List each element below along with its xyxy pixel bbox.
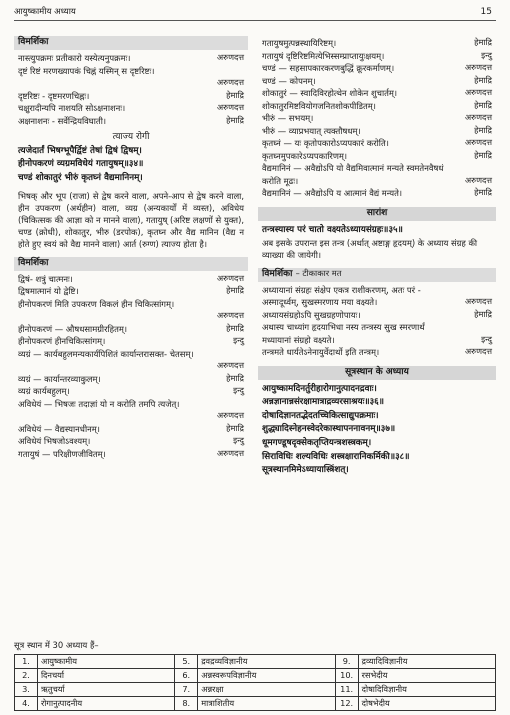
commentary-text: व्यग्रं — कार्यान्तरव्याकुलम्।	[18, 373, 101, 384]
commentary-row	[258, 88, 496, 101]
commentator-name: हेमाद्रि	[226, 89, 244, 100]
commentator-name: हेमाद्रि	[474, 149, 492, 160]
chapter-number: 8.	[175, 697, 198, 711]
chapter-name: द्रवद्रव्यविज्ञानीय	[198, 655, 335, 669]
commentary-text: व्यग्रं कार्यबहुलम्।	[18, 386, 70, 397]
commentary-text: द्विषं- शत्रुं चात्मनः।	[18, 273, 73, 284]
commentator-name: अरुणदत्त	[216, 410, 244, 421]
commentary-row	[14, 299, 248, 312]
commentary-text: अक्षनाशनः - सर्वेन्द्रियविघाती।	[18, 115, 107, 126]
commentator-name: इन्दु	[233, 335, 244, 346]
commentator-name	[244, 349, 248, 362]
commentator-name: हेमाद्रि	[226, 422, 244, 433]
commentary-text: गतायुषं दृष्टिरिष्टमित्येभिस्सम्प्राप्तायुःक्षयम्।	[262, 50, 385, 61]
commentary-row	[14, 399, 248, 412]
commentary-row	[14, 103, 248, 116]
commentary-row	[258, 76, 496, 89]
page-header	[14, 7, 492, 19]
section-heading: विमर्शिका	[14, 36, 248, 50]
commentary-text: गतायुषमुत्पन्नस्थायिरिष्टम्।	[262, 38, 337, 48]
hindi-explanation: भिषक् और भूप (राजा) से द्वेष करने वाला, अपने-आप से द्वेष करने वाला, हीन उपकरण (अर्थहीन) वाला, व्यग्र (अन्यकार्यों में व्यस्त), अविधेय (चिकित्सक की आज्ञा को न मानने वाला), गतायुष् (अरिष्ट लक्षणों से युक्त), चण्ड (क्रोधी), शोकातुर, भीरु (डरपोक), कृतघ्न और वैद्य मानिन (वैद्य न होते हुए स्वयं को वैद्य मानने वाला) आर्त (रुग्ण) त्याज्य होता है।	[18, 190, 244, 250]
commentary-row	[14, 116, 248, 129]
commentary-text: अध्यायसंग्रहोऽपि सुखग्रहणोपायः।	[262, 309, 361, 320]
chapter-number: 10.	[335, 669, 358, 683]
commentary-row	[258, 176, 496, 189]
chapter-name: रसभेदीय	[358, 669, 495, 683]
commentary-row	[14, 349, 248, 362]
commentator-name: हेमाद्रि	[226, 322, 244, 333]
commentary-row	[14, 53, 248, 66]
chapter-name: ऋतुचर्या	[37, 683, 174, 697]
commentary-text: कृतघ्नमुपकारेऽप्यपकारिणम्।	[262, 150, 348, 161]
table-row	[15, 655, 496, 669]
commentator-name: हेमाद्रि	[474, 124, 492, 135]
commentary-list	[14, 274, 248, 462]
commentator-name: अरुणदत्त	[216, 77, 244, 87]
commentary-text: वैद्यमानिनं — अवैद्योऽपि य आत्मानं वैद्यं मन्यते।	[262, 188, 403, 198]
chapter-name: द्रव्यादिविज्ञानीय	[358, 655, 495, 669]
commentator-name: अरुणदत्त	[216, 272, 244, 283]
commentary-text: हीनोपकरणं हीनचिकित्सांगम्।	[18, 336, 106, 347]
commentary-text: हीनोपकरणं — औषधसामग्रीरहितम्।	[18, 323, 128, 334]
commentary-list	[258, 38, 496, 201]
commentary-row	[14, 336, 248, 349]
table-row	[15, 669, 496, 683]
commentator-name: अरुणदत्त	[216, 360, 244, 371]
commentator-name: हेमाद्रि	[226, 372, 244, 383]
commentary-row	[258, 310, 496, 323]
verse-line: सिराविधिः शल्यविधिः शस्त्रक्षारानिकर्मिकी॥३८॥	[262, 451, 410, 462]
chapter-number: 2.	[15, 669, 38, 683]
chapter-number: 3.	[15, 683, 38, 697]
commentary-list	[258, 285, 496, 360]
page-number: 15	[480, 7, 492, 17]
chapter-name: अन्नस्वरूपविज्ञानीय	[198, 669, 335, 683]
chapter-name: दोषादिविज्ञानीय	[358, 683, 495, 697]
section-heading	[258, 268, 496, 282]
commentator-name: अरुणदत्त	[216, 102, 244, 112]
commentator-name: अरुणदत्त	[464, 87, 492, 97]
commentary-text: भीरुं — व्याप्रभयात् त्यक्तौषधम्।	[262, 125, 361, 136]
chapter-number: 7.	[175, 683, 198, 697]
table-row	[15, 683, 496, 697]
commentator-name: अरुणदत्त	[464, 137, 492, 147]
commentary-row	[258, 151, 496, 164]
table-row	[15, 697, 496, 711]
verse-line: चण्डं शोकातुरं भीरुं कृतघ्नं वैद्यमानिनम्।	[18, 173, 143, 184]
commentary-text: नास्त्युपक्रमः प्रतीकारो यस्येत्यनुपक्रमः।	[18, 53, 131, 63]
commentary-row	[258, 297, 496, 310]
commentary-row	[14, 78, 248, 91]
commentator-name: हेमाद्रि	[226, 114, 244, 125]
chapter-name: अन्नरक्षा	[198, 683, 335, 697]
commentary-row	[258, 138, 496, 151]
commentary-row	[258, 285, 496, 298]
chapter-name: दोषभेदीय	[358, 697, 495, 711]
chapters-intro: सूत्र स्थान में 30 अध्याय हैं–	[14, 640, 99, 650]
section-heading-title: विमर्शिका	[262, 268, 293, 279]
commentary-text: दृष्टं रिष्टं मरणख्यापकं चिह्नं यस्मिन् स दृष्टरिष्टः।	[18, 65, 155, 76]
commentary-text: गतायुषं — परिक्षीणजीवितम्।	[18, 448, 106, 459]
commentary-row	[14, 449, 248, 462]
commentary-text: शोकातुरमिष्टवियोगजनितशोकपीडितम्।	[262, 100, 376, 111]
chapter-number: 11.	[335, 683, 358, 697]
commentator-name	[244, 399, 248, 412]
commentary-text: कृतघ्नं — यः कृतोपकारोऽप्यपकारं करोति।	[262, 138, 389, 148]
chapter-name: रोगानुत्पादनीय	[37, 697, 174, 711]
commentator-name	[492, 285, 496, 298]
commentary-text: अथास्य चाध्यांग हृदयाभिधा नस्य तन्त्रस्य सुख स्मरणार्थं	[262, 322, 425, 332]
commentator-name: अरुणदत्त	[464, 112, 492, 122]
commentator-name: इन्दु	[233, 435, 244, 446]
commentator-name: इन्दु	[233, 385, 244, 396]
commentary-row	[258, 126, 496, 139]
commentary-text: चण्डं — कोपनम्।	[262, 75, 316, 86]
commentary-row	[14, 386, 248, 399]
commentary-row	[258, 347, 496, 360]
commentary-row	[258, 188, 496, 201]
commentator-name: अरुणदत्त	[464, 296, 492, 306]
section-heading: सारांश	[258, 207, 496, 221]
commentary-row	[14, 436, 248, 449]
commentary-row	[14, 91, 248, 104]
chapter-name: मात्राशितीय	[198, 697, 335, 711]
commentary-text: अस्मादूर्ध्वम्, सुखस्मरणाय मया वक्ष्यते।	[262, 297, 378, 307]
commentator-name: हेमाद्रि	[474, 99, 492, 110]
commentary-row	[14, 324, 248, 337]
commentator-name: अरुणदत्त	[216, 447, 244, 458]
chapter-number: 6.	[175, 669, 198, 683]
chapter-name: आयुष्कामीय	[37, 655, 174, 669]
section-heading: विमर्शिका	[14, 257, 248, 271]
commentary-row	[14, 411, 248, 424]
chapter-number: 1.	[15, 655, 38, 669]
commentator-name: अरुणदत्त	[216, 52, 244, 62]
commentary-text: दृष्टरिष्टः - दृष्टमरणचिह्नः।	[18, 90, 90, 101]
commentary-list	[14, 53, 248, 128]
chapter-number: 5.	[175, 655, 198, 669]
commentary-text: भीरुं — सभयम्।	[262, 113, 314, 123]
verse-line: शुद्ध्यादिस्नेहनस्वेदरेकास्थापननावनम्॥३७॥	[262, 424, 396, 435]
commentator-name: हेमाद्रि	[474, 308, 492, 319]
commentary-row	[14, 374, 248, 387]
commentary-row	[258, 163, 496, 176]
verse-line: धूमगण्डूषदृक्सेकतृप्तियन्त्रशस्त्रकम्।	[262, 438, 372, 448]
commentary-row	[258, 101, 496, 114]
commentary-text: मध्यायानां संग्रहो वक्ष्यते।	[262, 334, 335, 345]
commentary-row	[258, 38, 496, 51]
commentary-row	[258, 51, 496, 64]
commentator-name	[492, 163, 496, 176]
running-title: आयुष्कामीय अध्याय	[14, 7, 76, 17]
commentary-row	[258, 322, 496, 335]
commentator-name: अरुणदत्त	[216, 310, 244, 321]
commentator-name	[244, 66, 248, 79]
verse-line: हीनोपकरणं व्यग्रमविधेयं गतायुषम्॥३४॥	[18, 159, 144, 170]
commentator-name: इन्दु	[481, 333, 492, 344]
commentary-text: हीनोपकरणं मिति उपकरण विकलं हीन चिकित्सांगम्।	[18, 298, 175, 309]
commentator-name: अरुणदत्त	[464, 174, 492, 185]
commentary-row	[14, 286, 248, 299]
header-rule	[14, 20, 496, 21]
commentary-text: अविधेयं भिषजोऽवश्यम्।	[18, 436, 91, 447]
chapter-name: दिनचर्या	[37, 669, 174, 683]
subheading: त्याज्य रोगी	[112, 132, 150, 142]
commentary-text: अध्यायानां संग्रहः संक्षेप एकत्र राशीकरणम्, अतः परं -	[262, 284, 421, 295]
commentary-row	[14, 66, 248, 79]
chapters-table	[14, 654, 496, 711]
verse-line: अन्नज्ञानान्नसंरक्षामात्राद्रव्यरसाश्रयः॥३६॥	[262, 397, 385, 408]
section-heading: सूत्रस्थान के अध्याय	[258, 366, 496, 380]
section-heading-subtitle: – टीकाकार मत	[295, 267, 342, 278]
verse-block	[258, 383, 496, 478]
commentary-row	[14, 361, 248, 374]
commentary-row	[14, 424, 248, 437]
commentator-name	[244, 299, 248, 312]
commentator-name: हेमाद्रि	[226, 285, 244, 296]
right-column	[258, 38, 496, 478]
commentary-row	[14, 274, 248, 287]
commentary-text: चण्डं — सहसापकारकरणबुद्धिं क्रूरकर्माणम्।	[262, 63, 395, 73]
chapter-number: 12.	[335, 697, 358, 711]
commentator-name: अरुणदत्त	[464, 346, 492, 356]
verse-line: आयुष्कामदिनर्तुरीहारोगानुत्पादनद्रवाः।	[262, 383, 377, 394]
commentary-text: अविधेयं — वैद्यस्यानधीनम्।	[18, 423, 100, 434]
hindi-explanation: अब इसके उपरान्त इस तन्त्र (अर्थात् अष्टाङ्ग हृदयम्) के अध्याय संग्रह की व्याख्या की जायेगी।	[262, 238, 478, 261]
commentary-text: शोकातुरं — स्वादिविरहोत्थेन शोकेन शुचार्तम्।	[262, 88, 398, 98]
commentary-text: अविधेयं — भिषजः तदाज्ञां यो न करोति तमपि त्यजेत्।	[18, 398, 180, 409]
commentary-text: तन्त्रमते धार्यतेऽनेनायुर्वेदार्थो इति तन्त्रम्।	[262, 347, 380, 357]
commentary-text: व्यग्रं — कार्यबहुलमन्यकार्यपिशितं कार्यान्तरासक्त- चेतसम्।	[18, 348, 194, 359]
commentary-row	[258, 335, 496, 348]
verse-line: तन्त्रस्यास्य परं चातो वक्ष्यतेऽध्यायसंग्रहः॥३५॥	[262, 224, 403, 235]
commentary-row	[258, 63, 496, 76]
verse-block	[14, 145, 248, 186]
commentary-text: करोति मूढः।	[262, 175, 299, 186]
commentator-name: अरुणदत्त	[464, 62, 492, 72]
commentator-name	[492, 322, 496, 335]
verse-line: त्यजेदार्तं भिषग्भूपैर्द्विष्टं तेषां द्विषं द्विषम्।	[18, 145, 142, 156]
left-column	[14, 34, 248, 461]
chapter-number: 4.	[15, 697, 38, 711]
commentator-name: हेमाद्रि	[474, 37, 492, 47]
chapter-number: 9.	[335, 655, 358, 669]
commentary-row	[258, 113, 496, 126]
commentator-name: इन्दु	[481, 49, 492, 60]
commentary-text: चक्षुरादीन्यपि नाशयति सोऽक्षनाशनः।	[18, 103, 126, 113]
commentary-row	[14, 311, 248, 324]
commentator-name: हेमाद्रि	[474, 74, 492, 85]
commentary-text: द्विषमात्मानं यो द्वेष्टि।	[18, 286, 79, 297]
verse-line: सूत्रस्थानमिमेऽध्यायास्त्रिंशत्।	[262, 465, 349, 476]
commentary-text: वैद्यमानिनं — अवैद्योऽपि यो वैद्यमिवात्मानं मन्यते स्वमतेनवैषधं	[262, 163, 444, 173]
verse-line: दोषादिज्ञानतद्भेदतच्चिकित्साद्युपक्रमाः।	[262, 410, 379, 421]
commentator-name: हेमाद्रि	[474, 187, 492, 197]
